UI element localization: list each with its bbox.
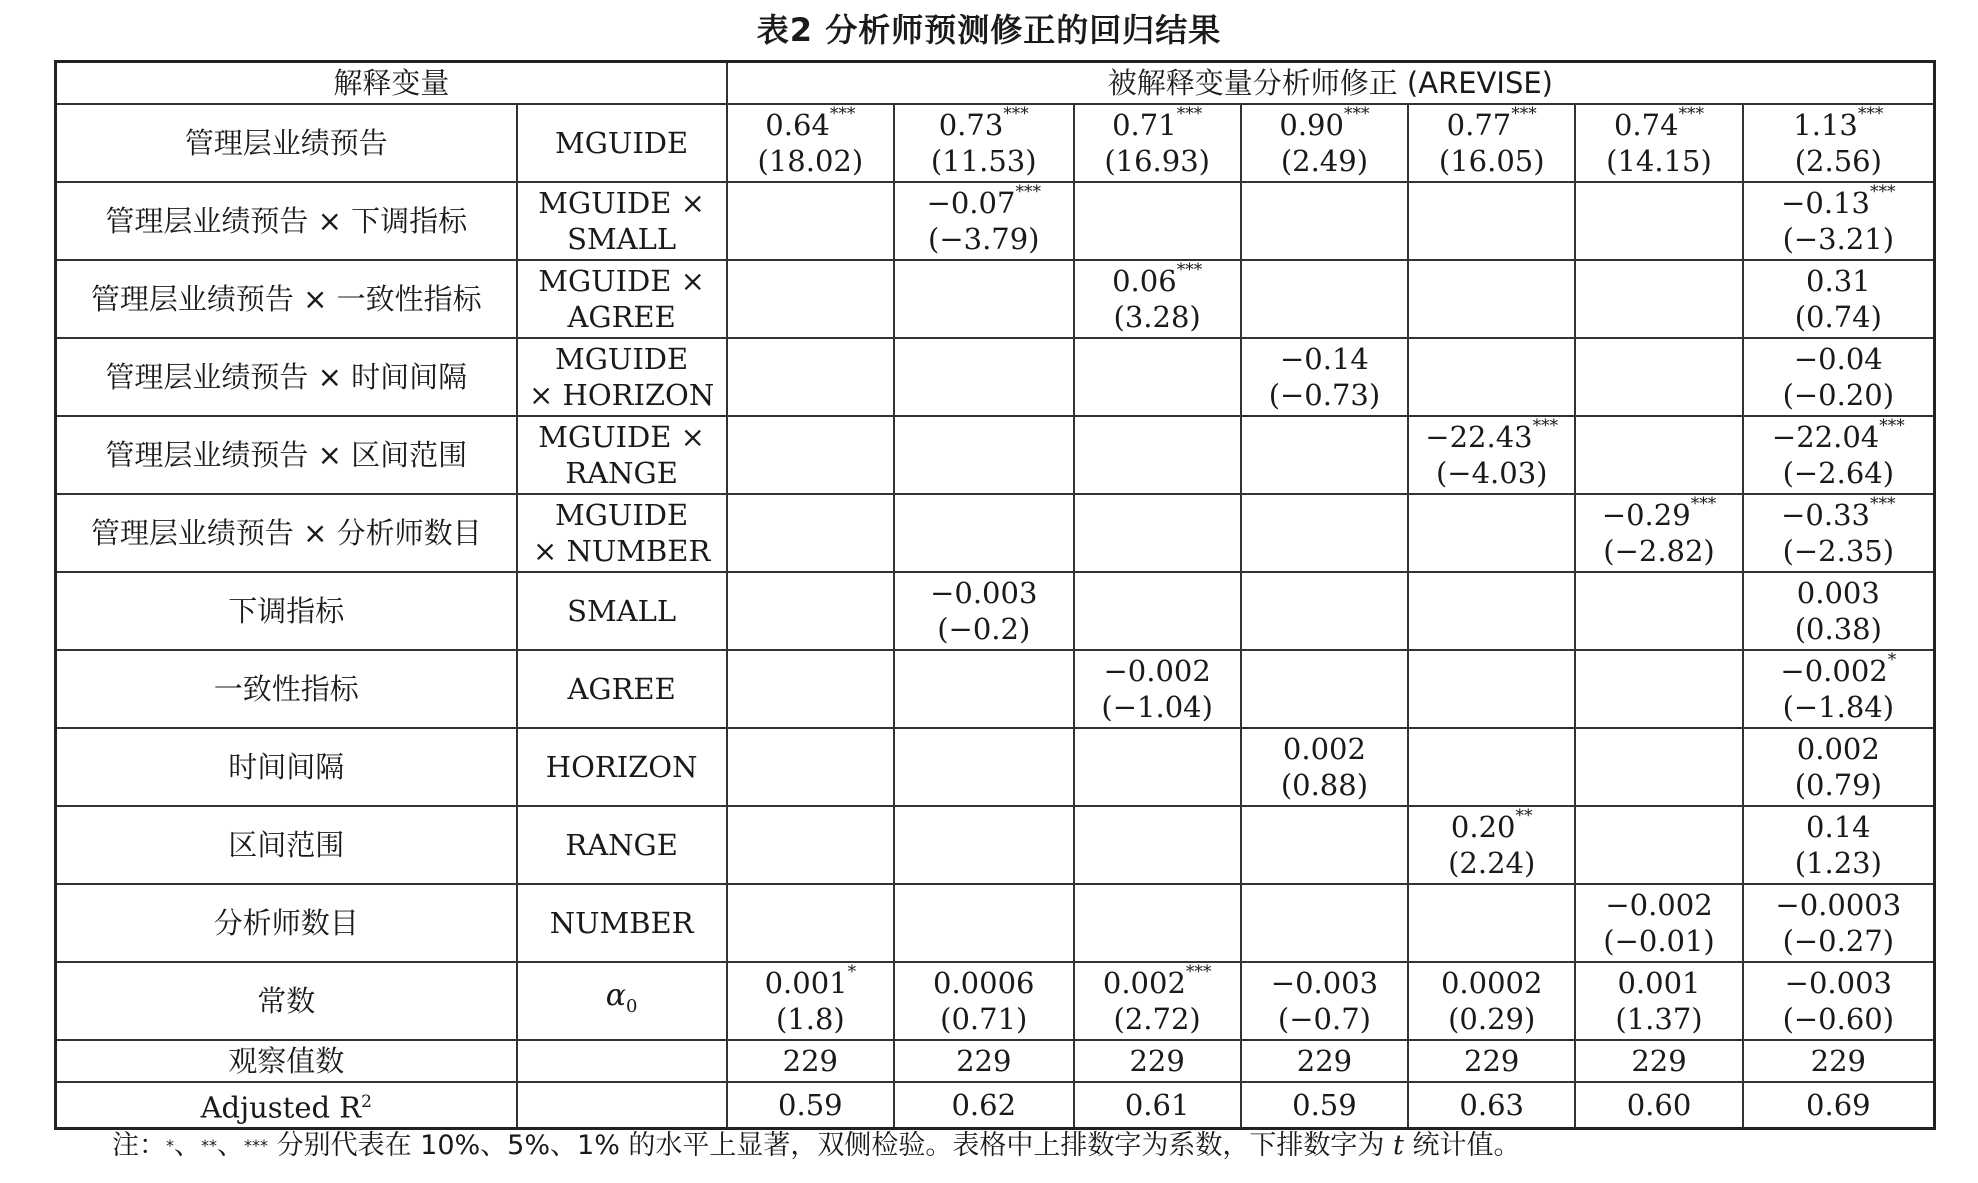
coefficient-value: −0.14	[1280, 342, 1369, 376]
variable-code-line: RANGE	[565, 828, 678, 862]
coefficient-value: −22.04	[1771, 420, 1880, 454]
coefficient-value: −22.43	[1425, 420, 1533, 454]
observations-value: 229	[1743, 1040, 1935, 1082]
t-statistic: (16.05)	[1438, 144, 1545, 178]
t-statistic: (−2.35)	[1782, 534, 1895, 568]
significance-stars: ***	[1690, 494, 1717, 514]
adj-r2-value: 0.59	[727, 1082, 894, 1128]
coefficient-value: 0.90	[1279, 108, 1344, 142]
coefficient	[1744, 809, 1933, 845]
coefficient	[1744, 341, 1933, 377]
coef-cell	[1743, 806, 1935, 884]
t-statistic: (2.49)	[1280, 144, 1369, 178]
t-statistic: (16.93)	[1104, 144, 1210, 178]
variable-code	[517, 806, 727, 884]
adj-r2-value: 0.63	[1408, 1082, 1575, 1128]
table-note	[112, 1126, 1520, 1166]
coefficient-value: 0.003	[1796, 576, 1880, 610]
t-statistic: (0.38)	[1794, 612, 1882, 646]
alpha-symbol	[605, 978, 638, 1017]
coefficient	[1576, 104, 1741, 143]
coefficient-value: −0.29	[1601, 498, 1691, 532]
coef-cell	[727, 416, 894, 494]
coef-cell	[1074, 104, 1241, 182]
coef-cell	[1074, 182, 1241, 260]
note-sep-2: 、	[217, 1130, 244, 1161]
t-statistic: (−3.79)	[928, 222, 1040, 256]
coef-cell	[1743, 260, 1935, 338]
coef-cell	[1074, 728, 1241, 806]
significance-stars: ***	[1185, 962, 1212, 982]
variable-label: 下调指标	[56, 572, 517, 650]
variable-code	[517, 260, 727, 338]
coefficient	[728, 962, 893, 1001]
coef-cell	[894, 806, 1074, 884]
coef-cell	[1074, 650, 1241, 728]
coef-cell	[1241, 962, 1408, 1040]
coefficient	[895, 104, 1073, 143]
coefficient	[1576, 965, 1741, 1001]
coef-cell	[1408, 416, 1575, 494]
observations-code	[517, 1040, 727, 1082]
coef-cell	[1575, 806, 1742, 884]
table-row	[56, 728, 1935, 806]
coefficient-value: 0.31	[1806, 264, 1871, 298]
table-title: 表2 分析师预测修正的回归结果	[756, 11, 1222, 49]
coefficient	[1075, 653, 1240, 689]
coefficient-value: 0.64	[765, 108, 830, 142]
table-row	[56, 806, 1935, 884]
coefficient-value: −0.002	[1605, 888, 1713, 922]
coef-cell	[1241, 728, 1408, 806]
coef-cell	[1408, 572, 1575, 650]
coefficient	[728, 104, 893, 143]
coef-cell	[1408, 182, 1575, 260]
t-statistic: (−0.27)	[1782, 924, 1895, 958]
note-star-2: **	[201, 1136, 217, 1155]
adj-r2-row	[56, 1082, 1935, 1128]
variable-code-line: AGREE	[567, 672, 676, 706]
t-statistic: (−0.73)	[1268, 378, 1381, 412]
coefficient-value: 0.73	[938, 108, 1004, 142]
note-star-1: *	[166, 1136, 174, 1155]
coef-cell	[1743, 104, 1935, 182]
note-text-b: 统计值。	[1403, 1130, 1521, 1161]
coefficient	[1576, 494, 1741, 533]
coef-cell	[1575, 182, 1742, 260]
adj-r2-value: 0.69	[1743, 1082, 1935, 1128]
table-row	[56, 494, 1935, 572]
coef-cell	[894, 260, 1074, 338]
observations-value: 229	[727, 1040, 894, 1082]
coef-cell	[1743, 650, 1935, 728]
coefficient-value: −0.07	[926, 186, 1016, 220]
t-statistic: (−0.2)	[937, 612, 1031, 646]
variable-label: 分析师数目	[56, 884, 517, 962]
coef-cell	[727, 806, 894, 884]
coef-cell	[1074, 884, 1241, 962]
observations-value: 229	[1408, 1040, 1575, 1082]
coefficient	[1242, 341, 1407, 377]
coefficient	[1744, 650, 1933, 689]
variable-code-line: SMALL	[567, 222, 677, 256]
observations-row	[56, 1040, 1935, 1082]
coefficient	[1075, 962, 1240, 1001]
variable-code-line: MGUIDE	[555, 342, 689, 376]
variable-label: 区间范围	[56, 806, 517, 884]
note-sep-1: 、	[174, 1130, 201, 1161]
t-statistic: (1.8)	[775, 1002, 845, 1036]
coef-cell	[1241, 104, 1408, 182]
coef-cell	[1575, 650, 1742, 728]
observations-value: 229	[1575, 1040, 1742, 1082]
coef-cell	[727, 572, 894, 650]
variable-code	[517, 338, 727, 416]
t-statistic: (18.02)	[757, 144, 864, 178]
coef-cell	[1074, 806, 1241, 884]
coefficient	[1409, 806, 1574, 845]
variable-code-line: AGREE	[567, 300, 676, 334]
variable-label: 管理层业绩预告 × 一致性指标	[56, 260, 517, 338]
coef-cell	[1575, 962, 1742, 1040]
alpha-subscript: 0	[626, 996, 638, 1017]
coef-cell	[727, 962, 894, 1040]
significance-stars: ***	[1015, 182, 1041, 202]
coef-cell	[894, 494, 1074, 572]
variable-label: 管理层业绩预告	[56, 104, 517, 182]
coefficient	[1744, 494, 1933, 533]
coef-cell	[894, 884, 1074, 962]
variable-code-line: MGUIDE ×	[538, 186, 705, 220]
coef-cell	[1408, 494, 1575, 572]
coef-cell	[1743, 416, 1935, 494]
variable-code-line: MGUIDE ×	[538, 420, 705, 454]
coef-cell	[1241, 884, 1408, 962]
significance-stars: *	[1887, 650, 1897, 670]
coef-cell	[1575, 104, 1742, 182]
coefficient	[1744, 182, 1933, 221]
variable-label: 管理层业绩预告 × 下调指标	[56, 182, 517, 260]
coef-cell	[1408, 650, 1575, 728]
coef-cell	[894, 650, 1074, 728]
coef-cell	[1241, 338, 1408, 416]
coef-cell	[1074, 416, 1241, 494]
significance-stars: ***	[1532, 416, 1559, 436]
t-statistic: (−1.84)	[1782, 690, 1895, 724]
coef-cell	[894, 572, 1074, 650]
table-row	[56, 416, 1935, 494]
significance-stars: ***	[1678, 104, 1705, 124]
adj-r2-value: 0.60	[1575, 1082, 1742, 1128]
t-statistic: (−0.20)	[1782, 378, 1895, 412]
coefficient	[1075, 260, 1240, 299]
coef-cell	[727, 338, 894, 416]
coefficient	[1409, 965, 1574, 1001]
coef-cell	[1743, 494, 1935, 572]
variable-label: 时间间隔	[56, 728, 517, 806]
variable-label: 管理层业绩预告 × 区间范围	[56, 416, 517, 494]
variable-code	[517, 650, 727, 728]
coefficient	[1744, 887, 1933, 923]
coefficient-value: 1.13	[1793, 108, 1858, 142]
coefficient	[1075, 104, 1240, 143]
table-row	[56, 182, 1935, 260]
coefficient-value: 0.74	[1613, 108, 1679, 142]
coefficient-value: 0.002	[1102, 966, 1186, 1000]
coef-cell	[1743, 962, 1935, 1040]
coef-cell	[1241, 572, 1408, 650]
coef-cell	[894, 962, 1074, 1040]
observations-value: 229	[1241, 1040, 1408, 1082]
coefficient	[895, 965, 1073, 1001]
coef-cell	[1743, 182, 1935, 260]
coefficient-value: 0.002	[1282, 732, 1366, 766]
t-statistic: (14.15)	[1606, 144, 1712, 178]
table-row	[56, 260, 1935, 338]
adj-r2-text: Adjusted R	[200, 1090, 362, 1125]
variable-code-line: × HORIZON	[529, 378, 715, 412]
coef-cell	[894, 182, 1074, 260]
coefficient-value: −0.002	[1780, 654, 1888, 688]
coefficient	[1409, 104, 1574, 143]
table-row	[56, 104, 1935, 182]
t-statistic: (2.24)	[1448, 846, 1536, 880]
coef-cell	[727, 884, 894, 962]
coefficient-value: 0.0006	[933, 966, 1035, 1000]
significance-stars: ***	[1870, 182, 1896, 202]
coefficient-value: 0.001	[1617, 966, 1701, 1000]
coefficient	[1744, 575, 1933, 611]
variable-label: 一致性指标	[56, 650, 517, 728]
coefficient-value: −0.003	[1784, 966, 1892, 1000]
coefficient	[895, 182, 1073, 221]
regression-table	[54, 60, 1936, 1130]
coef-cell	[1074, 338, 1241, 416]
coefficient-value: −0.003	[1270, 966, 1379, 1000]
coef-cell	[1575, 338, 1742, 416]
coefficient-value: 0.06	[1112, 264, 1177, 298]
coef-cell	[1074, 572, 1241, 650]
table-row	[56, 650, 1935, 728]
coefficient	[1744, 104, 1933, 143]
header-row	[56, 62, 1935, 105]
coefficient-value: 0.77	[1446, 108, 1512, 142]
coef-cell	[1575, 728, 1742, 806]
variable-label: 管理层业绩预告 × 时间间隔	[56, 338, 517, 416]
observations-label: 观察值数	[56, 1040, 517, 1082]
t-statistic: (0.29)	[1448, 1002, 1536, 1036]
coef-cell	[1408, 260, 1575, 338]
coefficient	[1242, 731, 1407, 767]
coef-cell	[1241, 260, 1408, 338]
note-star-3: ***	[244, 1136, 268, 1155]
coef-cell	[1743, 884, 1935, 962]
coefficient-value: −0.003	[930, 576, 1038, 610]
t-statistic: (11.53)	[930, 144, 1037, 178]
explanatory-header: 解释变量	[56, 62, 727, 105]
adj-r2-value: 0.62	[894, 1082, 1074, 1128]
constant-label: 常数	[56, 962, 517, 1040]
coef-cell	[1408, 962, 1575, 1040]
significance-stars: ***	[1176, 104, 1203, 124]
constant-code	[517, 962, 727, 1040]
table-row	[56, 338, 1935, 416]
coefficient	[1409, 416, 1574, 455]
coef-cell	[1743, 728, 1935, 806]
t-statistic: (1.37)	[1615, 1002, 1703, 1036]
variable-code	[517, 416, 727, 494]
variable-code	[517, 494, 727, 572]
observations-value: 229	[894, 1040, 1074, 1082]
coefficient	[1744, 263, 1933, 299]
variable-code-line: MGUIDE ×	[538, 264, 705, 298]
variable-code	[517, 884, 727, 962]
coefficient-value: 0.0002	[1440, 966, 1543, 1000]
coef-cell	[894, 728, 1074, 806]
t-statistic: (−0.01)	[1603, 924, 1715, 958]
significance-stars: ***	[1870, 494, 1896, 514]
t-statistic: (−0.60)	[1782, 1002, 1895, 1036]
coefficient-value: −0.13	[1781, 186, 1870, 220]
variable-code-line: NUMBER	[549, 906, 694, 940]
t-statistic: (−3.21)	[1782, 222, 1895, 256]
t-statistic: (2.56)	[1794, 144, 1882, 178]
coefficient-value: 0.71	[1112, 108, 1177, 142]
variable-code-line: MGUIDE	[555, 498, 689, 532]
coef-cell	[1575, 416, 1742, 494]
t-statistic: (0.88)	[1280, 768, 1369, 802]
table-row	[56, 884, 1935, 962]
coefficient-value: 0.20	[1450, 810, 1516, 844]
coefficient	[1242, 965, 1407, 1001]
coefficient	[895, 575, 1073, 611]
coef-cell	[1241, 182, 1408, 260]
coef-cell	[727, 104, 894, 182]
coef-cell	[1408, 728, 1575, 806]
variable-code-line: MGUIDE	[555, 126, 689, 160]
significance-stars: ***	[1343, 104, 1370, 124]
variable-code-line: SMALL	[567, 594, 677, 628]
coefficient	[1242, 104, 1407, 143]
coefficient-value: −0.0003	[1775, 888, 1902, 922]
significance-stars: ***	[1511, 104, 1537, 124]
adj-r2-value: 0.61	[1074, 1082, 1241, 1128]
coef-cell	[1743, 338, 1935, 416]
coefficient-value: 0.001	[764, 966, 848, 1000]
observations-value: 229	[1074, 1040, 1241, 1082]
significance-stars: ***	[829, 104, 856, 124]
t-statistic: (−1.04)	[1101, 690, 1213, 724]
variable-code-line: HORIZON	[545, 750, 698, 784]
significance-stars: ***	[1003, 104, 1029, 124]
significance-stars: **	[1515, 806, 1533, 826]
coefficient-value: −0.33	[1781, 498, 1870, 532]
coef-cell	[1408, 806, 1575, 884]
coef-cell	[727, 260, 894, 338]
coef-cell	[727, 650, 894, 728]
note-t-letter: t	[1393, 1130, 1404, 1161]
significance-stars: ***	[1176, 260, 1203, 280]
coef-cell	[1575, 884, 1742, 962]
coef-cell	[1408, 884, 1575, 962]
coef-cell	[1743, 572, 1935, 650]
t-statistic: (0.79)	[1794, 768, 1882, 802]
t-statistic: (−4.03)	[1435, 456, 1548, 490]
t-statistic: (−2.82)	[1603, 534, 1715, 568]
coefficient-value: −0.002	[1103, 654, 1211, 688]
significance-stars: ***	[1857, 104, 1884, 124]
coef-cell	[1241, 806, 1408, 884]
coefficient	[1744, 731, 1933, 767]
significance-stars: *	[847, 962, 857, 982]
coefficient	[1576, 887, 1741, 923]
coef-cell	[894, 104, 1074, 182]
coef-cell	[1408, 338, 1575, 416]
coef-cell	[727, 728, 894, 806]
t-statistic: (−0.7)	[1277, 1002, 1371, 1036]
coefficient-value: −0.04	[1793, 342, 1883, 376]
coef-cell	[1575, 572, 1742, 650]
t-statistic: (0.71)	[940, 1002, 1028, 1036]
coef-cell	[1074, 260, 1241, 338]
note-text-a: 分别代表在 10%、5%、1% 的水平上显著，双侧检验。表格中上排数字为系数，下排数字为	[268, 1130, 1394, 1161]
constant-row	[56, 962, 1935, 1040]
coef-cell	[727, 182, 894, 260]
adj-r2-label	[56, 1082, 517, 1128]
coef-cell	[1241, 494, 1408, 572]
variable-code-line: RANGE	[565, 456, 678, 490]
variable-code	[517, 182, 727, 260]
variable-code	[517, 572, 727, 650]
table-body	[56, 62, 1935, 1129]
coef-cell	[1408, 104, 1575, 182]
t-statistic: (0.74)	[1794, 300, 1882, 334]
coef-cell	[894, 416, 1074, 494]
alpha-letter: α	[605, 978, 627, 1013]
coef-cell	[894, 338, 1074, 416]
variable-code	[517, 104, 727, 182]
adj-r2-superscript: 2	[361, 1092, 372, 1112]
coefficient-value: 0.002	[1796, 732, 1880, 766]
coef-cell	[1241, 650, 1408, 728]
coefficient	[1744, 965, 1933, 1001]
t-statistic: (1.23)	[1794, 846, 1882, 880]
adj-r2-value: 0.59	[1241, 1082, 1408, 1128]
coefficient-value: 0.14	[1806, 810, 1871, 844]
t-statistic: (3.28)	[1113, 300, 1201, 334]
variable-code-line: × NUMBER	[532, 534, 711, 568]
coef-cell	[1241, 416, 1408, 494]
significance-stars: ***	[1879, 416, 1905, 436]
coefficient	[1744, 416, 1933, 455]
table-row	[56, 572, 1935, 650]
note-prefix: 注：	[112, 1130, 166, 1161]
dependent-header: 被解释变量分析师修正 (AREVISE)	[727, 62, 1935, 105]
coef-cell	[1575, 260, 1742, 338]
adj-r2-code	[517, 1082, 727, 1128]
t-statistic: (2.72)	[1113, 1002, 1201, 1036]
t-statistic: (−2.64)	[1782, 456, 1895, 490]
coef-cell	[1575, 494, 1742, 572]
coef-cell	[1074, 962, 1241, 1040]
variable-code	[517, 728, 727, 806]
variable-label: 管理层业绩预告 × 分析师数目	[56, 494, 517, 572]
coef-cell	[1074, 494, 1241, 572]
coef-cell	[727, 494, 894, 572]
